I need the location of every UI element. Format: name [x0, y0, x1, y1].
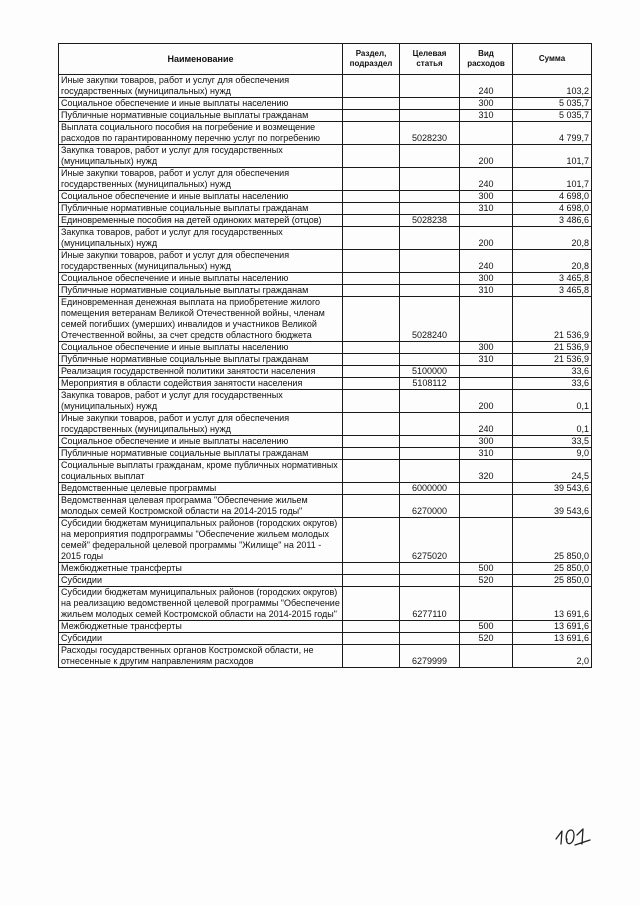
cell-sum: 2,0: [513, 645, 592, 668]
cell-type: [460, 297, 513, 342]
cell-type: 240: [460, 413, 513, 436]
cell-section: [343, 250, 400, 273]
cell-type: [460, 518, 513, 563]
cell-sum: 101,7: [513, 145, 592, 168]
header-sum: Сумма: [513, 44, 592, 75]
cell-target: [400, 273, 460, 285]
cell-name: Межбюджетные трансферты: [59, 563, 343, 575]
cell-sum: 25 850,0: [513, 563, 592, 575]
cell-sum: 21 536,9: [513, 354, 592, 366]
cell-type: [460, 122, 513, 145]
table-row: [59, 366, 592, 378]
cell-type: 520: [460, 633, 513, 645]
cell-target: [400, 168, 460, 191]
table-row: [59, 563, 592, 575]
cell-target: [400, 75, 460, 98]
cell-target: [400, 98, 460, 110]
cell-sum: 0,1: [513, 413, 592, 436]
table-row: [59, 587, 592, 621]
cell-name: Ведомственная целевая программа "Обеспечение жильем молодых семей Костромской области на 2014-2015 годы": [59, 495, 343, 518]
cell-section: [343, 621, 400, 633]
cell-target: [400, 460, 460, 483]
cell-target: [400, 203, 460, 215]
cell-name: Реализация государственной политики занятости населения: [59, 366, 343, 378]
table-row: [59, 448, 592, 460]
cell-type: [460, 483, 513, 495]
cell-section: [343, 342, 400, 354]
cell-target: 6000000: [400, 483, 460, 495]
cell-name: Социальные выплаты гражданам, кроме публичных нормативных социальных выплат: [59, 460, 343, 483]
cell-section: [343, 448, 400, 460]
table-row: [59, 122, 592, 145]
cell-target: [400, 110, 460, 122]
cell-target: [400, 285, 460, 297]
cell-section: [343, 633, 400, 645]
cell-section: [343, 413, 400, 436]
cell-target: [400, 342, 460, 354]
cell-target: [400, 436, 460, 448]
cell-name: Субсидии бюджетам муниципальных районов (городских округов) на реализацию ведомственной целевой программы "Обеспечение жильем молодых семей Костромской области на 2014-2015 годы": [59, 587, 343, 621]
cell-name: Единовременная денежная выплата на приобретение жилого помещения ветеранам Великой Отечественной войны, членам семей погибших (умерших) инвалидов и участников Великой Отечественной войны, за счет средств областного бюджета: [59, 297, 343, 342]
table-row: [59, 98, 592, 110]
table-row: [59, 285, 592, 297]
cell-section: [343, 75, 400, 98]
cell-sum: 3 486,6: [513, 215, 592, 227]
cell-type: 300: [460, 98, 513, 110]
cell-target: 6270000: [400, 495, 460, 518]
cell-sum: 20,8: [513, 250, 592, 273]
cell-target: 6277110: [400, 587, 460, 621]
cell-sum: 24,5: [513, 460, 592, 483]
cell-section: [343, 390, 400, 413]
cell-sum: 39 543,6: [513, 495, 592, 518]
table-row: [59, 460, 592, 483]
cell-name: Закупка товаров, работ и услуг для государственных (муниципальных) нужд: [59, 390, 343, 413]
budget-table: [58, 43, 592, 668]
cell-sum: 0,1: [513, 390, 592, 413]
cell-section: [343, 563, 400, 575]
cell-section: [343, 227, 400, 250]
header-type: Вид расходов: [460, 44, 513, 75]
cell-sum: 33,6: [513, 366, 592, 378]
cell-section: [343, 495, 400, 518]
cell-section: [343, 460, 400, 483]
header-target: Целевая статья: [400, 44, 460, 75]
cell-section: [343, 366, 400, 378]
cell-name: Закупка товаров, работ и услуг для государственных (муниципальных) нужд: [59, 145, 343, 168]
cell-type: 500: [460, 621, 513, 633]
cell-sum: 39 543,6: [513, 483, 592, 495]
cell-type: 300: [460, 342, 513, 354]
table-row: [59, 354, 592, 366]
cell-target: [400, 354, 460, 366]
cell-type: 200: [460, 227, 513, 250]
cell-type: 240: [460, 168, 513, 191]
table-row: [59, 575, 592, 587]
cell-name: Социальное обеспечение и иные выплаты населению: [59, 191, 343, 203]
cell-type: [460, 495, 513, 518]
cell-type: 200: [460, 145, 513, 168]
cell-section: [343, 98, 400, 110]
table-row: [59, 145, 592, 168]
table-row: [59, 378, 592, 390]
cell-name: Иные закупки товаров, работ и услуг для обеспечения государственных (муниципальных) нужд: [59, 75, 343, 98]
cell-sum: 103,2: [513, 75, 592, 98]
cell-sum: 33,6: [513, 378, 592, 390]
cell-sum: 13 691,6: [513, 587, 592, 621]
cell-target: [400, 563, 460, 575]
cell-name: Публичные нормативные социальные выплаты гражданам: [59, 448, 343, 460]
cell-name: Ведомственные целевые программы: [59, 483, 343, 495]
table-row: [59, 215, 592, 227]
cell-section: [343, 168, 400, 191]
cell-type: 310: [460, 448, 513, 460]
cell-section: [343, 203, 400, 215]
cell-target: 5028240: [400, 297, 460, 342]
cell-name: Иные закупки товаров, работ и услуг для обеспечения государственных (муниципальных) нужд: [59, 168, 343, 191]
cell-name: Иные закупки товаров, работ и услуг для обеспечения государственных (муниципальных) нужд: [59, 413, 343, 436]
table-row: [59, 413, 592, 436]
cell-type: 310: [460, 110, 513, 122]
cell-type: 310: [460, 203, 513, 215]
handwritten-page-number: [553, 822, 593, 848]
table-row: [59, 518, 592, 563]
cell-section: [343, 575, 400, 587]
cell-target: [400, 621, 460, 633]
cell-type: 520: [460, 575, 513, 587]
cell-target: [400, 390, 460, 413]
table-row: [59, 168, 592, 191]
cell-section: [343, 145, 400, 168]
cell-section: [343, 378, 400, 390]
cell-sum: 5 035,7: [513, 110, 592, 122]
header-name: Наименование: [59, 44, 343, 75]
cell-name: Закупка товаров, работ и услуг для государственных (муниципальных) нужд: [59, 227, 343, 250]
cell-type: [460, 645, 513, 668]
cell-sum: 5 035,7: [513, 98, 592, 110]
cell-name: Социальное обеспечение и иные выплаты населению: [59, 436, 343, 448]
cell-name: Публичные нормативные социальные выплаты гражданам: [59, 203, 343, 215]
cell-name: Единовременные пособия на детей одиноких матерей (отцов): [59, 215, 343, 227]
cell-name: Субсидии бюджетам муниципальных районов (городских округов) на мероприятия подпрограммы "Обеспечение жильем молодых семей" федеральной целевой программы "Жилище" на 2011 - 2015 годы: [59, 518, 343, 563]
cell-target: 6275020: [400, 518, 460, 563]
cell-target: [400, 575, 460, 587]
cell-sum: 21 536,9: [513, 297, 592, 342]
table-row: [59, 191, 592, 203]
cell-target: [400, 191, 460, 203]
cell-target: [400, 448, 460, 460]
table-header-row: [59, 44, 592, 75]
cell-section: [343, 215, 400, 227]
cell-name: Межбюджетные трансферты: [59, 621, 343, 633]
cell-target: 5028238: [400, 215, 460, 227]
table-row: [59, 633, 592, 645]
cell-name: Иные закупки товаров, работ и услуг для обеспечения государственных (муниципальных) нужд: [59, 250, 343, 273]
cell-section: [343, 483, 400, 495]
table-row: [59, 645, 592, 668]
cell-type: [460, 366, 513, 378]
table-row: [59, 273, 592, 285]
cell-type: 200: [460, 390, 513, 413]
cell-sum: 9,0: [513, 448, 592, 460]
cell-sum: 13 691,6: [513, 621, 592, 633]
cell-sum: 4 698,0: [513, 203, 592, 215]
cell-section: [343, 587, 400, 621]
cell-sum: 3 465,8: [513, 273, 592, 285]
table-row: [59, 297, 592, 342]
cell-target: 6279999: [400, 645, 460, 668]
header-section: Раздел, подраздел: [343, 44, 400, 75]
cell-type: 300: [460, 191, 513, 203]
cell-type: [460, 378, 513, 390]
cell-target: [400, 227, 460, 250]
cell-type: 240: [460, 250, 513, 273]
table-row: [59, 203, 592, 215]
cell-sum: 21 536,9: [513, 342, 592, 354]
cell-sum: 4 698,0: [513, 191, 592, 203]
cell-target: [400, 250, 460, 273]
cell-sum: 33,5: [513, 436, 592, 448]
cell-name: Социальное обеспечение и иные выплаты населению: [59, 342, 343, 354]
cell-sum: 20,8: [513, 227, 592, 250]
table-row: [59, 250, 592, 273]
cell-section: [343, 354, 400, 366]
cell-section: [343, 110, 400, 122]
cell-type: 310: [460, 354, 513, 366]
cell-name: Социальное обеспечение и иные выплаты населению: [59, 98, 343, 110]
table-body: [59, 75, 592, 668]
cell-section: [343, 518, 400, 563]
table-row: [59, 227, 592, 250]
cell-name: Мероприятия в области содействия занятости населения: [59, 378, 343, 390]
cell-sum: 4 799,7: [513, 122, 592, 145]
cell-section: [343, 122, 400, 145]
cell-type: [460, 215, 513, 227]
cell-section: [343, 645, 400, 668]
cell-target: [400, 413, 460, 436]
cell-target: 5108112: [400, 378, 460, 390]
cell-target: 5028230: [400, 122, 460, 145]
cell-name: Субсидии: [59, 575, 343, 587]
cell-target: [400, 633, 460, 645]
cell-sum: 3 465,8: [513, 285, 592, 297]
table-row: [59, 110, 592, 122]
table-row: [59, 495, 592, 518]
cell-type: 310: [460, 285, 513, 297]
cell-sum: 25 850,0: [513, 518, 592, 563]
cell-section: [343, 285, 400, 297]
cell-type: 500: [460, 563, 513, 575]
table-row: [59, 436, 592, 448]
cell-type: 300: [460, 273, 513, 285]
cell-name: Выплата социального пособия на погребение и возмещение расходов по гарантированному перечню услуг по погребению: [59, 122, 343, 145]
cell-type: 300: [460, 436, 513, 448]
cell-section: [343, 191, 400, 203]
cell-name: Публичные нормативные социальные выплаты гражданам: [59, 110, 343, 122]
cell-name: Субсидии: [59, 633, 343, 645]
cell-sum: 101,7: [513, 168, 592, 191]
table-row: [59, 390, 592, 413]
cell-type: [460, 587, 513, 621]
table-row: [59, 342, 592, 354]
table-row: [59, 75, 592, 98]
table-row: [59, 483, 592, 495]
cell-section: [343, 436, 400, 448]
cell-section: [343, 297, 400, 342]
cell-name: Расходы государственных органов Костромской области, не отнесенные к другим направлениям расходов: [59, 645, 343, 668]
table-row: [59, 621, 592, 633]
cell-name: Социальное обеспечение и иные выплаты населению: [59, 273, 343, 285]
cell-sum: 25 850,0: [513, 575, 592, 587]
cell-name: Публичные нормативные социальные выплаты гражданам: [59, 354, 343, 366]
cell-type: 320: [460, 460, 513, 483]
cell-target: 5100000: [400, 366, 460, 378]
cell-name: Публичные нормативные социальные выплаты гражданам: [59, 285, 343, 297]
cell-type: 240: [460, 75, 513, 98]
cell-target: [400, 145, 460, 168]
cell-section: [343, 273, 400, 285]
cell-sum: 13 691,6: [513, 633, 592, 645]
